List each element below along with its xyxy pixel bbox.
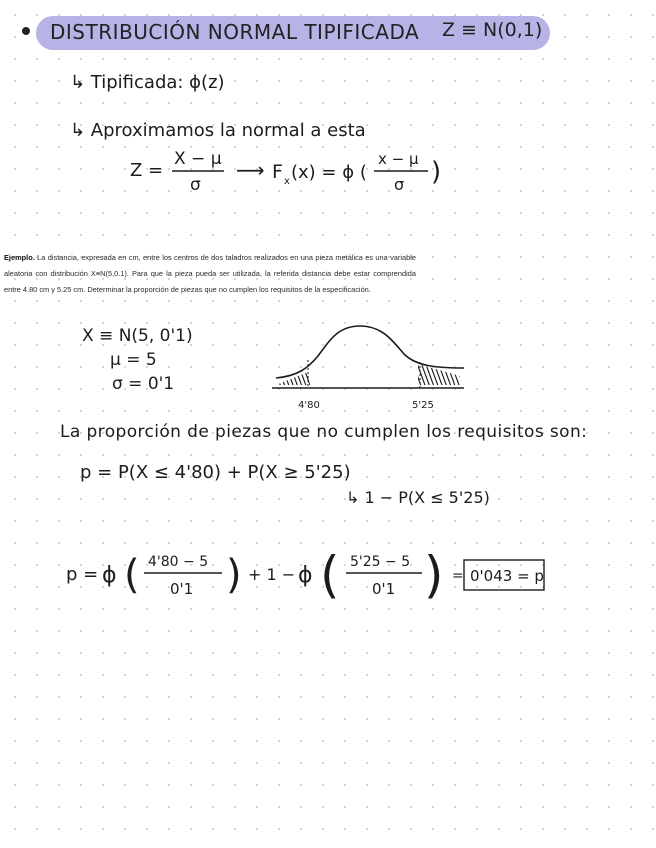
given-mu: μ = 5 bbox=[110, 350, 157, 370]
left-tick-label: 4'80 bbox=[298, 400, 320, 411]
final-p: p = bbox=[66, 564, 99, 585]
standardization-formula bbox=[130, 144, 450, 196]
fraction1-denominator: 0'1 bbox=[170, 580, 194, 598]
right-tick-label: 5'25 bbox=[412, 400, 434, 411]
final-computation bbox=[66, 542, 566, 610]
example-block bbox=[4, 250, 416, 298]
given-distribution: X ≡ N(5, 0'1) bbox=[82, 326, 193, 346]
close-paren-2: ) bbox=[424, 546, 444, 604]
close-paren-1: ) bbox=[226, 552, 242, 598]
f-subscript: x bbox=[284, 176, 290, 187]
normal-curve-sketch bbox=[268, 318, 468, 418]
example-label: Ejemplo. bbox=[4, 253, 35, 262]
open-paren-2: ( bbox=[320, 546, 340, 604]
given-sigma: σ = 0'1 bbox=[112, 374, 175, 394]
arrow-icon: ⟶ bbox=[236, 158, 265, 182]
page-title: DISTRIBUCIÓN NORMAL TIPIFICADA bbox=[50, 20, 420, 44]
open-paren-1: ( bbox=[124, 552, 140, 598]
phi-symbol-2: ϕ bbox=[298, 563, 313, 588]
probability-expression: p = P(X ≤ 4'80) + P(X ≥ 5'25) bbox=[80, 462, 351, 483]
f-expression: (x) = ϕ ( bbox=[291, 162, 367, 183]
f-numerator: x − μ bbox=[378, 150, 419, 168]
fraction1-numerator: 4'80 − 5 bbox=[148, 554, 209, 570]
complement-note: ↳ 1 − P(X ≤ 5'25) bbox=[346, 488, 490, 507]
fraction2-numerator: 5'25 − 5 bbox=[350, 554, 411, 570]
bullet-dot bbox=[22, 27, 30, 35]
fraction2-denominator: 0'1 bbox=[372, 580, 396, 598]
f-symbol: F bbox=[272, 161, 283, 183]
f-denominator: σ bbox=[394, 175, 405, 194]
result-value: 0'043 = p bbox=[470, 567, 544, 585]
f-close-paren: ) bbox=[431, 157, 442, 187]
example-text: La distancia, expresada en cm, entre los centros de dos taladros realizados en una pieza metálica es una variable aleatoria con distribución X≡N(5,0.1). Para que la pieza pueda ser utilizada, la referida distancia debe estar comprendida entre 4.80 cm y 5.25 cm. Determinar la proporción de piezas que no cumplen los requisitos de la especificación. bbox=[4, 253, 416, 294]
equals-sign: = bbox=[452, 568, 464, 584]
plus-one-minus: + 1 − bbox=[248, 565, 296, 584]
typified-note: ↳ Tipificada: ϕ(z) bbox=[70, 72, 225, 93]
z-denominator: σ bbox=[190, 175, 201, 195]
approximate-note: ↳ Aproximamos la normal a esta bbox=[70, 120, 366, 141]
title-notation: Z ≡ N(0,1) bbox=[442, 19, 543, 41]
solution-sentence: La proporción de piezas que no cumplen los requisitos son: bbox=[60, 422, 588, 442]
phi-symbol-1: ϕ bbox=[102, 563, 117, 588]
z-lhs: Z = bbox=[130, 160, 164, 181]
z-numerator: X − μ bbox=[174, 149, 222, 169]
